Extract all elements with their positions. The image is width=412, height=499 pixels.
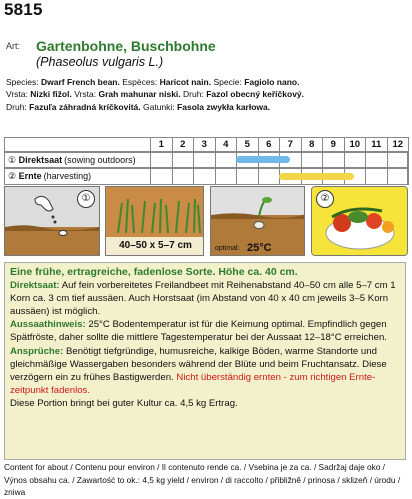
month-header: 1 bbox=[150, 137, 173, 152]
row-num: ① bbox=[8, 155, 17, 165]
direktsaat-text: Auf fein vorbereitetes Freilandbeet mit Reihenabstand 40–50 cm alle 5–7 cm 1 Korn ca. 3 cm tief aussäen. Auch Horstsaat (im Abstand von 40 x 40 cm jeweils 3–5 Korn aussäen) ist möglich. bbox=[10, 280, 396, 318]
row-label: Ernte bbox=[18, 171, 42, 181]
month-header: 2 bbox=[172, 137, 195, 152]
description-box bbox=[4, 262, 406, 460]
grid-line bbox=[408, 137, 409, 185]
yield-text: Diese Portion bringt bei guter Kultur ca. 4,5 kg Ertrag. bbox=[10, 397, 238, 409]
names-value: Fagiolo nano. bbox=[244, 77, 300, 87]
translated-names bbox=[6, 76, 408, 113]
names-lang-label: Druh: bbox=[6, 101, 27, 112]
germination-illustration bbox=[210, 186, 305, 256]
names-value: Fasola zwykła karłowa. bbox=[177, 101, 271, 112]
month-header: 12 bbox=[387, 137, 410, 152]
ansprueche-heading: Ansprüche: bbox=[10, 345, 64, 357]
footer-line: Výnos obsahu ca. / Zawartość to ok.: 4,5 kg yield / environ / di raccolto / přibližně / prinosa / sklizeň / úrodu / zniwa bbox=[4, 474, 401, 497]
month-header: 9 bbox=[322, 137, 345, 152]
product-code: 5815 bbox=[4, 0, 43, 19]
row-sub: (harvesting) bbox=[43, 171, 92, 181]
plant-name: Gartenbohne, Buschbohne bbox=[36, 38, 216, 54]
names-lang-label: Gatunki: bbox=[143, 101, 175, 112]
month-header: 7 bbox=[279, 137, 302, 152]
aussaat-heading: Aussaathinweis: bbox=[10, 319, 86, 331]
month-header: 11 bbox=[365, 137, 388, 152]
names-line bbox=[6, 88, 408, 100]
grid-line bbox=[193, 137, 194, 185]
grid-line bbox=[215, 137, 216, 185]
ansprueche-text: Benötigt tiefgründige, humusreiche, kalkige Böden, warme Standorte und gleichmäßige Wassergaben besonders während der Blüte und beim Fruchtansatz. Diese verzögern ein zu frühes Bastigwerden. bbox=[10, 345, 387, 383]
step-number: ① bbox=[77, 190, 95, 208]
footer bbox=[4, 461, 410, 499]
names-line bbox=[6, 101, 408, 113]
harvest-illustration bbox=[311, 186, 408, 256]
temp-label: optimal: bbox=[215, 245, 240, 252]
month-header: 6 bbox=[258, 137, 281, 152]
names-lang-label: Species: bbox=[6, 77, 39, 87]
title-block bbox=[6, 28, 406, 68]
calendar-row-direktsaat bbox=[4, 152, 408, 168]
names-line bbox=[6, 76, 408, 88]
seedling-rows-icon bbox=[106, 187, 204, 239]
calendar-header-blank bbox=[4, 137, 151, 152]
direktsaat-heading: Direktsaat: bbox=[10, 280, 60, 292]
aussaat-text: 25°C Bodentemperatur ist für die Keimung optimal. Empfindlich gegen Spätfröste, daher sollte die mittlere Tagestemperatur bei der Aussaat 12–18°C erreichen. bbox=[10, 319, 387, 344]
grid-line bbox=[172, 137, 173, 185]
names-value: Nizki fižol. bbox=[30, 89, 72, 100]
harvest-warning: Nicht überständig ernten - zum richtigen Erntezeitpunkt fadenlos. bbox=[10, 371, 376, 396]
month-header: 5 bbox=[236, 137, 259, 152]
names-value: Haricot nain. bbox=[159, 77, 212, 87]
footer-line: Content for about / Contenu pour environ / Il contenuto rende ca. / Vsebina je za ca. / Sadržaj daje oko / bbox=[4, 462, 385, 472]
season-bar bbox=[279, 173, 354, 180]
names-value: Grah mahunar niski. bbox=[98, 89, 181, 100]
names-value: Dwarf French bean. bbox=[40, 77, 120, 87]
row-num: ② bbox=[8, 171, 17, 181]
names-lang-label: Druh: bbox=[183, 89, 204, 100]
intro-text: Eine frühe, ertragreiche, fadenlose Sorte. Höhe ca. 40 cm. bbox=[10, 266, 298, 278]
names-lang-label: Vrsta: bbox=[74, 89, 97, 100]
temp-value: 25°C bbox=[247, 242, 272, 254]
art-label: Art: bbox=[6, 41, 21, 51]
names-lang-label: Vrsta: bbox=[6, 89, 28, 100]
month-header: 8 bbox=[301, 137, 324, 152]
month-header: 3 bbox=[193, 137, 216, 152]
names-value: Fazuľa záhradná kríčkovitá. bbox=[29, 101, 141, 112]
sowing-calendar bbox=[4, 137, 408, 185]
row-label: Direktsaat bbox=[18, 155, 63, 165]
names-value: Fazol obecný keříčkový. bbox=[206, 89, 305, 100]
season-bar bbox=[236, 156, 290, 163]
spacing-illustration bbox=[105, 186, 204, 256]
latin-name: (Phaseolus vulgaris L.) bbox=[36, 55, 164, 69]
grid-line bbox=[365, 137, 366, 185]
month-header: 10 bbox=[344, 137, 367, 152]
step-number: ② bbox=[316, 190, 334, 208]
names-lang-label: Specie: bbox=[213, 77, 242, 87]
row-sub: (sowing outdoors) bbox=[64, 155, 136, 165]
month-header: 4 bbox=[215, 137, 238, 152]
sowing-illustration bbox=[4, 186, 100, 256]
grid-line bbox=[150, 137, 151, 185]
spacing-caption: 40–50 x 5–7 cm bbox=[106, 237, 204, 255]
grid-line bbox=[387, 137, 388, 185]
names-lang-label: Espèces: bbox=[122, 77, 158, 87]
